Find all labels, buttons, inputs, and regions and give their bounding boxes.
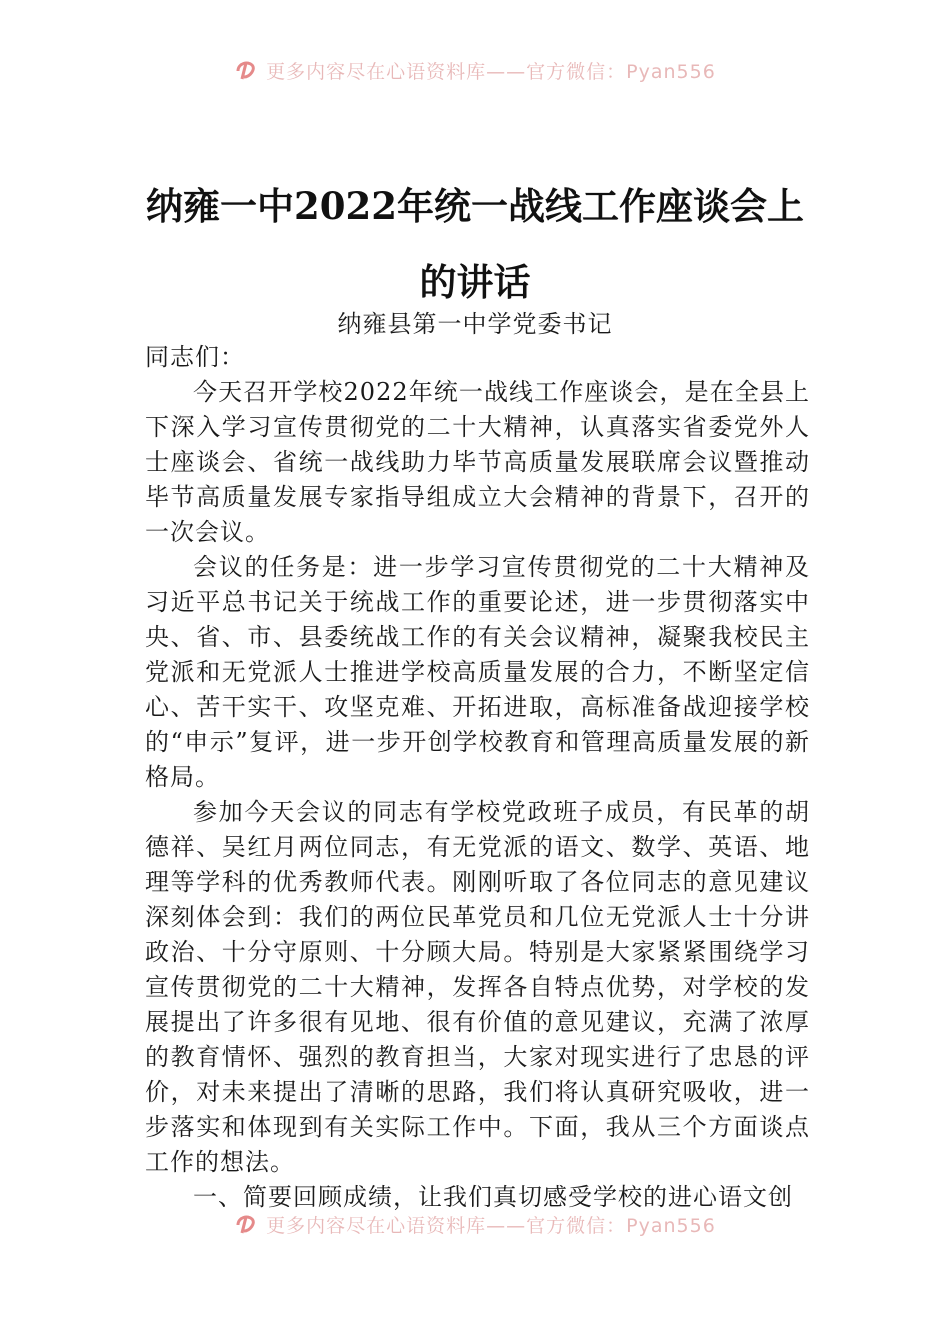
watermark-header (0, 50, 950, 90)
logo-icon (234, 1211, 260, 1237)
paragraph: 会议的任务是：进一步学习宣传贯彻党的二十大精神及习近平总书记关于统战工作的重要论述，进一步贯彻落实中央、省、市、县委统战工作的有关会议精神，凝聚我校民主党派和无党派人士推进学校高质量发展的合力，不断坚定信心、苦干实干、攻坚克难、开拓进取，高标准备战迎接学校的“申示”复评，进一步开创学校教育和管理高质量发展的新格局。 (145, 553, 810, 791)
document-body (145, 340, 810, 1215)
watermark-text: 更多内容尽在心语资料库——官方微信：Pyan556 (266, 1214, 716, 1237)
paragraph: 参加今天会议的同志有学校党政班子成员，有民革的胡德祥、吴红月两位同志，有无党派的语文、数学、英语、地理等学科的优秀教师代表。刚刚听取了各位同志的意见建议深刻体会到：我们的两位民革党员和几位无党派人士十分讲政治、十分守原则、十分顾大局。特别是大家紧紧围绕学习宣传贯彻党的二十大精神，发挥各自特点优势，对学校的发展提出了许多很有见地、很有价值的意见建议，充满了浓厚的教育情怀、强烈的教育担当，大家对现实进行了忠恳的评价，对未来提出了清晰的思路，我们将认真研究吸收，进一步落实和体现到有关实际工作中。下面，我从三个方面谈点工作的想法。 (145, 798, 810, 1176)
paragraph: 今天召开学校2022年统一战线工作座谈会，是在全县上下深入学习宣传贯彻党的二十大精神，认真落实省委党外人士座谈会、省统一战线助力毕节高质量发展联席会议暨推动毕节高质量发展专家指导组成立大会精神的背景下，召开的一次会议。 (145, 378, 810, 546)
watermark-text: 更多内容尽在心语资料库——官方微信：Pyan556 (266, 60, 716, 83)
document-title: 纳雍一中2022年统一战线工作座谈会上的讲话 (146, 184, 804, 304)
document-author: 纳雍县第一中学党委书记 (337, 310, 613, 338)
watermark-footer (0, 1204, 950, 1244)
paragraph: 一、简要回顾成绩，让我们真切感受学校的进心语文创 (193, 1183, 793, 1211)
logo-icon (234, 57, 260, 83)
salutation: 同志们： (145, 343, 245, 371)
